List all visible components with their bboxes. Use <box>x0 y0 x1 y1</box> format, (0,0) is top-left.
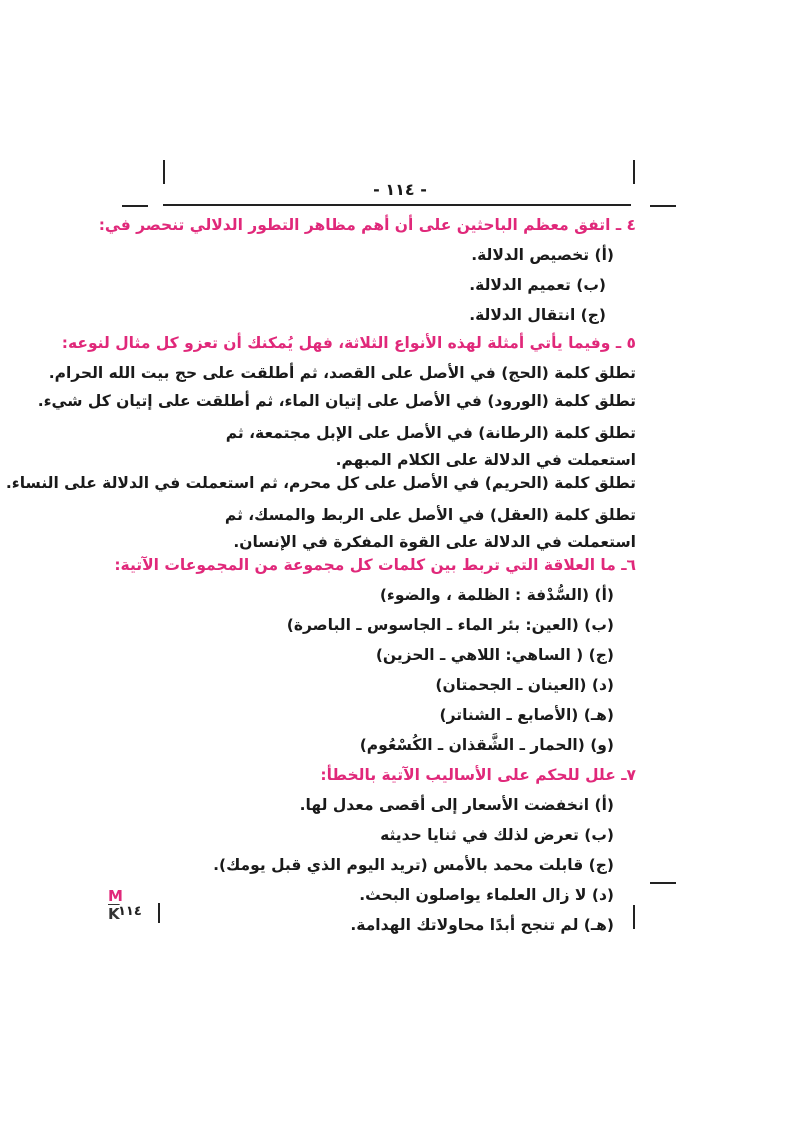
question-6-heading: ٦ـ ما العلاقة التي تربط بين كلمات كل مجموعة من المجموعات الآتية: <box>114 556 636 574</box>
question-7-heading: ٧ـ علل للحكم على الأساليب الآتية بالخطأ: <box>320 766 636 784</box>
question-6-item-a: (أ) (السُّدْفة : الظلمة ، والضوء) <box>379 586 614 604</box>
question-4-heading: ٤ ـ اتفق معظم الباحثين على أن أهم مظاهر التطور الدلالي تنحصر في: <box>98 216 636 234</box>
question-5-para-2: تطلق كلمة (الورود) في الأصل على إتيان الماء، ثم أطلقت على إتيان كل شيء. <box>37 392 636 410</box>
crop-mark-right-lower <box>650 882 676 884</box>
crop-mark-left-upper <box>122 205 148 207</box>
page-number-header: - ١١٤ - <box>373 180 427 199</box>
page-number-footer: ١١٤ <box>118 904 142 919</box>
question-5-para-5: تطلق كلمة (العقل) في الأصل على الربط والمسك، ثم استعملت في الدلالة على القوة المفكرة في الإنسان. <box>224 506 636 551</box>
question-7-item-b: (ب) تعرض لذلك في ثنايا حديثه <box>380 826 614 844</box>
question-4-item-c: (ج) انتقال الدلالة. <box>469 306 606 324</box>
question-6-item-d: (د) (العينان ـ الجحمتان) <box>435 676 614 694</box>
question-6-item-b: (ب) (العين: بئر الماء ـ الجاسوس ـ الباصرة) <box>286 616 614 634</box>
question-7-item-c: (ج) قابلت محمد بالأمس (تريد اليوم الذي قبل يومك). <box>213 856 614 874</box>
question-5-para-1: تطلق كلمة (الحج) في الأصل على القصد، ثم أطلقت على حج بيت الله الحرام. <box>48 364 636 382</box>
crop-mark-top-right <box>633 160 635 184</box>
logo-letter-k: $\overline{K}$ <box>108 905 120 923</box>
header-rule <box>163 204 631 206</box>
question-7-item-d: (د) لا زال العلماء يواصلون البحث. <box>359 886 614 904</box>
question-7-item-e: (هـ) لم تنجح أبدًا محاولاتك الهدامة. <box>350 916 614 934</box>
logo-letter-m: M <box>108 887 123 905</box>
question-4-item-a: (أ) تخصيص الدلالة. <box>471 246 614 264</box>
crop-mark-top-left <box>163 160 165 184</box>
question-5-heading: ٥ ـ وفيما يأتي أمثلة لهذه الأنواع الثلاثة، فهل يُمكنك أن تعزو كل مثال لنوعه: <box>61 334 636 352</box>
question-6-item-f: (و) (الحمار ـ الشَّقذان ـ الكُسْعُوم) <box>359 736 614 754</box>
question-7-item-a: (أ) انخفضت الأسعار إلى أقصى معدل لها. <box>299 796 614 814</box>
question-5-para-3: تطلق كلمة (الرطانة) في الأصل على الإبل مجتمعة، ثم استعملت في الدلالة على الكلام المبهم. <box>225 424 636 469</box>
question-5-para-4: تطلق كلمة (الحريم) في الأصل على كل محرم، ثم استعملت في الدلالة على النساء. <box>5 474 636 492</box>
question-6-item-c: (ج) ( الساهي: اللاهي ـ الحزين) <box>375 646 614 664</box>
question-4-item-b: (ب) تعميم الدلالة. <box>469 276 606 294</box>
crop-mark-bottom-right <box>633 905 635 929</box>
footer-divider <box>158 903 160 923</box>
question-6-item-e: (هـ) (الأصابع ـ الشناتر) <box>439 706 614 724</box>
crop-mark-right-upper <box>650 205 676 207</box>
